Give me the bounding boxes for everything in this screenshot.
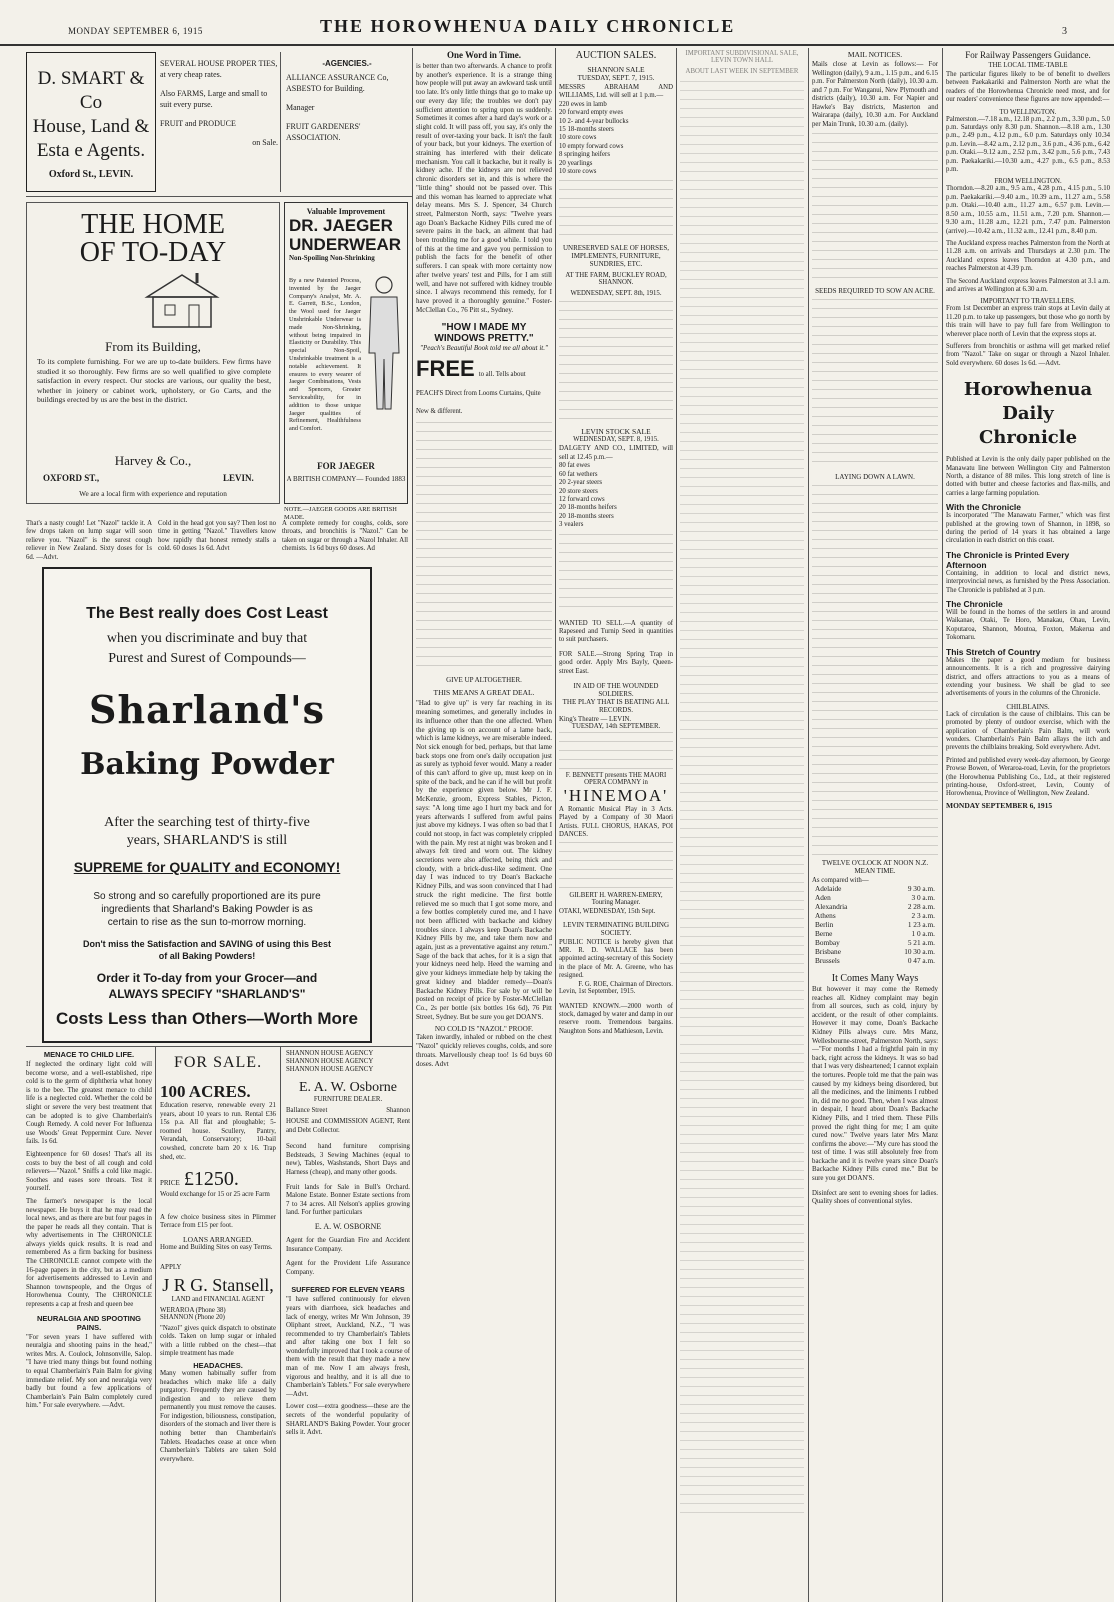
otaki-date: OTAKI, WEDNESDAY, 15th Sept.: [559, 907, 656, 915]
sale-item: 15 18-months steers: [559, 126, 614, 134]
sale-item: 220 ewes in lamb: [559, 100, 607, 108]
osborne-street: Ballance Street: [286, 1107, 328, 1114]
section-rule: [26, 1046, 412, 1047]
faded-text: [559, 301, 673, 421]
printed-text: Containing, in addition to local and district news, interprovincial news, as furnished by the Press Association. The Chronicle is published at 3 p.m.: [946, 569, 1110, 594]
faded-text: [812, 299, 938, 469]
sharland-line3: Purest and Surest of Compounds—: [108, 651, 306, 666]
dalgety-item: 20 18-months steers: [559, 512, 614, 520]
paper-title-block: [946, 378, 1110, 450]
peach-catalogue-illegible: [416, 422, 552, 672]
sale-item: 8 springing heifers: [559, 151, 610, 159]
free-text: to all. Tells about PEACH'S Direct from Looms Curtains, Quite New & different.: [416, 371, 541, 416]
from-wellington-text: Thorndon.—8.20 a.m., 9.5 a.m., 4.28 p.m., 4.15 p.m., 5.10 p.m. Paekakariki.—9.40 a.m., 10.39 a.m., 11.27 a.m., 5.58 p.m. Otaki.—10.40 a.m., 11.27 a.m., 6.57 p.m. Levin.—8.50 a.m., 10.55 a.m., 11.51 a.m., 7.20 p.m. Shannon.—9.30 a.m., 11.28 a.m., 12.21 p.m., 7.47 p.m. Palmerston (arrive).—10.42 a.m., 11.32 a.m., 12.41 p.m., 8.40 p.m.: [946, 185, 1110, 235]
dalgety-item: 60 fat wethers: [559, 470, 598, 478]
time-row: [812, 902, 938, 911]
house-agent-text: HOUSE and COMMISSION AGENT, Rent and Debt Collector.: [286, 1118, 410, 1134]
price-note: Would exchange for 15 or 25 acre Farm: [160, 1191, 270, 1199]
home-body: To its complete furnishing. For we are up to-date builders. Few firms have studied it so thoroughly. Few firms are so well qualified to give complete satisfaction in every respect. Our stocks are various, our quality the best, whether in joinery or cabinet work, upholstery, or Go Carts, and the buildings erected by us are the best in the district.: [37, 357, 271, 405]
no-cold-text: Taken inwardly, inhaled or rubbed on the chest "Nazol" quickly relieves coughs, colds, and sore throats. Marvellously cheap too! 1s 6d buys 60 doses. Advt: [416, 1033, 552, 1068]
col7: [812, 50, 938, 1600]
agencies-line: FRUIT GARDENERS' ASSOCIATION.: [286, 122, 361, 142]
dalgety-intro: DALGETY AND CO., LIMITED, will sell at 12.45 p.m.—: [559, 445, 673, 461]
hinemoa-text: A Romantic Musical Play in 3 Acts. Played by a Company of 30 Maori Artists. FULL CHORUS, HAKAS, POI DANCES.: [559, 805, 673, 839]
osborne-town: Shannon: [386, 1107, 410, 1114]
col3-bottom: [286, 1050, 410, 1598]
col8: [946, 50, 1110, 1600]
sharland-line1: The Best really does Cost Least: [86, 605, 328, 622]
home-subtitle: From its Building,: [105, 339, 201, 354]
menace-heading: MENACE TO CHILD LIFE.: [43, 1050, 135, 1059]
col2-bottom: [160, 1050, 276, 1598]
stansell-name: J R G. Stansell,: [162, 1274, 274, 1295]
faded-text: [559, 534, 673, 614]
timetable-heading: THE LOCAL TIME-TABLE: [988, 62, 1068, 69]
time-value: 10 30 a.m.: [904, 947, 935, 956]
price-value: £1250.: [183, 1168, 239, 1191]
nazol-text: "Nazol" gives quick dispatch to obstinate colds. Taken on lump sugar or inhaled with a little rubbed on the chest—that simple treatment has made: [160, 1324, 276, 1358]
chronicle-text: Will be found in the homes of the settlers in and around Waikanae, Otaki, Te Horo, Manakau, Ohau, Levin, Koputaroa, Shannon, Moutoa, Foxton, Makerua and Tokomaru.: [946, 609, 1110, 642]
sharland-pure1: So strong and so carefully proportioned are its pure: [93, 891, 321, 902]
smart-name-1: D. SMART & Co: [37, 68, 145, 113]
several-houses: SEVERAL HOUSE PROPER TIES, at very cheap rates.: [160, 59, 278, 79]
jaeger-ad: [284, 202, 408, 504]
time-compared: As compared with—: [812, 877, 869, 884]
faded-text: [559, 842, 673, 892]
jaeger-body: By a new Patented Process, invented by the Jaeger Company's Analyst, Mr. A. E. Garrett, B.Sc., London, the Wool used for Jaeger Unshrinkable Underwear is made Non-Shrinking, without being impaired in Elasticity or Durability. This special Non-Spoil, Unshrinkable treatment is a notable achievement. It ensures to every wearer of Jaeger Combinations, Vests and Spencers, Greater Serviceability, for in addition to those unique Jaeger qualities of Refinement, Healthfulness and Comfort.: [289, 277, 361, 433]
nazol-notice: A complete remedy for coughs, colds, sore throats, and bronchitis is "Nazol." Can be taken on sugar or through a Nazol Inhaler. All chemists. 1s 6d buys 60 doses. Ad: [282, 520, 408, 553]
sharland-pure2: ingredients that Sharland's Baking Powder is as: [101, 904, 313, 915]
column-rule: [942, 48, 943, 1602]
from-wellington: FROM WELLINGTON.: [994, 178, 1062, 186]
jaeger-title-2: UNDERWEAR: [289, 235, 402, 254]
mail-text: Mails close at Levin as follows:— For Wellington (daily), 9 a.m., 1.15 p.m., and 6.15 p.m. For Palmerston North (daily), 10.30 a.m. and 7 p.m. For Wanganui, New Plymouth and districts (daily), 10.30 a.m. For Napier and Hawke's Bay districts, Masterton and Wairarapa (daily), 10.30 a.m. For Auckland per Main Trunk, 10.30 a.m. (daily).: [812, 61, 938, 128]
col6: [680, 50, 804, 1600]
sharland-test2: years, SHARLAND'S is still: [126, 833, 288, 848]
masthead: [0, 0, 1114, 46]
important-text: From 1st December an express train stops at Levin daily at 11.20 p.m. to take up passengers, but those who go north by this train will have to pay full fare from Wellington to wherever place north of Levin that the express stops at.: [946, 305, 1110, 338]
roe-signature: F. G. ROE, Chairman of Directors.: [578, 980, 673, 988]
second-hand-text: Second hand furniture comprising Bedsteads, 3 Sewing Machines (equal to new), Tables, Washstands, Short Days and Harness (cheap), and many other goods.: [286, 1143, 410, 1176]
sale-item: 10 empty forward cows: [559, 142, 624, 150]
sharland-pure3: certain to rise as the sun to-morrow morning.: [107, 917, 307, 928]
masthead-page: 3: [1062, 26, 1067, 37]
sharland-order1: Order it To-day from your Grocer—and: [96, 971, 318, 985]
paper-title-3: Chronicle: [978, 427, 1078, 449]
time-place: Berlin: [815, 920, 834, 929]
time-place: Berne: [815, 929, 833, 938]
loans-text: Home and Building Sites on easy Terms.: [160, 1243, 273, 1251]
shannon-phone: SHANNON (Phone 20): [160, 1313, 225, 1321]
sharland-dont1: Don't miss the Satisfaction and SAVING of using this Best: [82, 939, 331, 949]
windows-heading-2: WINDOWS PRETTY.": [434, 333, 534, 345]
wanted-known: WANTED KNOWN.—2000 worth of stock, damaged by water and damp in our reserve room. Tremendous bargains. Naughton Sons and Mathieson, Levin.: [559, 1002, 673, 1035]
time-place: Athens: [815, 911, 836, 920]
time-value: 5 21 a.m.: [907, 938, 935, 947]
public-notice: PUBLIC NOTICE is hereby given that MR. R. D. WALLACE has been appointed acting-secretary of this Society in the place of Mr. A. Greene, who has resigned.: [559, 938, 673, 980]
smart-name-2: House, Land &: [32, 116, 150, 137]
for-sale-trap: FOR SALE.—Strong Spring Trap in good order. Apply Mrs Bayly, Queen-street East.: [559, 650, 673, 675]
time-place: Alexandria: [815, 902, 848, 911]
shannon-agency: SHANNON HOUSE AGENCY: [286, 1066, 374, 1073]
sale-items: [559, 101, 673, 177]
sufferers-text: Sufferers from bronchitis or asthma will get marked relief from "Nazol." Take on sugar or through a Nazol Inhaler. Sold everywhere. 60 doses 1s 6d. —Advt.: [946, 342, 1110, 367]
no-cold-heading: NO COLD IS "NAZOL" PROOF.: [434, 1025, 534, 1034]
farms: Also FARMS, Large and small to suit every purse.: [160, 89, 268, 109]
dalgety-item: 80 fat ewes: [559, 462, 590, 470]
play-heading: THE PLAY THAT IS BEATING ALL RECORDS.: [562, 697, 670, 714]
shannon-agency: SHANNON HOUSE AGENCY: [286, 1058, 374, 1065]
terminating-heading: LEVIN TERMINATING BUILDING SOCIETY.: [562, 920, 670, 937]
time-place: Aden: [815, 893, 831, 902]
house-illustration: [137, 269, 227, 331]
stretch-heading: This Stretch of Country: [946, 646, 1041, 657]
chilblains-text: Lack of circulation is the cause of chilblains. This can be promoted by plenty of outdoor exercise, which with the application of Chamberlain's Pain Balm, will work wonders. Chamberlain's Pain Balm allays the itch and prevents the chilblains breaking. Sold everywhere. Advt.: [946, 710, 1110, 752]
agent-text: Agent for the Guardian Fire and Accident Insurance Company.: [286, 1236, 410, 1253]
lower-cost-text: Lower cost—extra goodness—these are the secrets of the wonderful popularity of SHARLAND'S Baking Powder. Your grocer sells it. Advt.: [286, 1403, 410, 1437]
apply-label: APPLY: [160, 1262, 182, 1271]
published-text: Published at Levin is the only daily paper published on the Manawatu line between Wellington City and Palmerston North, a distance of 88 miles. This long stretch of line is dotted with butter and cheese factories and flax-mills, and carries a large farming population.: [946, 456, 1110, 497]
dalgety-items: [559, 462, 673, 529]
sharland-costs: Costs Less than Others—Worth More: [56, 1009, 358, 1028]
time-value: 1 23 a.m.: [907, 920, 935, 929]
sharland-line2: when you discriminate and buy that: [106, 631, 308, 646]
sharland-ad: [42, 567, 372, 1043]
masthead-title: THE HOROWHENUA DAILY CHRONICLE: [320, 16, 736, 36]
menace-text: If neglected the ordinary light cold will become worse, and a well-established, ripe cold is to the germ of diphtheria what honey is to the bee. The greatest menace to child life is a neglected cold. Whether the cold be slight or severe the very best treatment that can be adopted is to give Chamberlain's Cough Remedy. A cold never For Influenza use Woods' Great Peppermint Cure. Never fails. 1s 6d.: [26, 1061, 152, 1146]
mail-heading: MAIL NOTICES.: [847, 50, 903, 59]
agencies-line: Manager: [286, 103, 315, 112]
sharland-order2: ALWAYS SPECIFY "SHARLAND'S": [108, 987, 306, 1001]
to-wellington: TO WELLINGTON.: [999, 108, 1057, 116]
subdivisional-sub: ABOUT LAST WEEK IN SEPTEMBER: [685, 68, 799, 75]
time-row: [812, 929, 938, 938]
column-rule: [808, 48, 809, 1602]
mean-time-heading: TWELVE O'CLOCK AT NOON N.Z. MEAN TIME.: [821, 859, 929, 875]
shannon-agency: SHANNON HOUSE AGENCY: [286, 1050, 374, 1057]
chilblains-heading: CHILBLAINS.: [1006, 702, 1050, 711]
levin-stock-date: WEDNESDAY, SEPT. 8, 1915.: [573, 436, 659, 444]
section-rule: [26, 196, 412, 197]
time-row: [812, 893, 938, 902]
hinemoa-title: 'HINEMOA': [563, 785, 669, 805]
subdivisional-heading: IMPORTANT SUBDIVISIONAL SALE, LEVIN TOWN HALL: [685, 50, 799, 64]
jaeger-title-1: DR. JAEGER: [289, 216, 393, 235]
home-footer: We are a local firm with experience and reputation: [79, 489, 227, 498]
nazol-notice: Cold in the head got you say? Then lost no time in getting "Nazol." Travellers know how rapidly that honest remedy stalls a cold. 60 doses 1s 6d. Advt: [158, 520, 276, 553]
weraroa-phone: WERAROA (Phone 38): [160, 1306, 226, 1314]
agencies-line: ASBESTO for Building.: [286, 84, 365, 93]
sale-intro: MESSRS ABRAHAM AND WILLIAMS, Ltd. will sell at 1 p.m.—: [559, 84, 673, 100]
to-wellington-text: Palmerston.—7.18 a.m., 12.18 p.m., 2.2 p.m., 3.30 p.m., 5.0 p.m. Saturdays only 8.30 p.m. Shannon.—8.18 a.m., 1.30 p.m., 2.49 p.m., 4.12 p.m., 6.0 p.m. Saturdays only 10.34 p.m. Levin.—8.42 a.m., 2.12 p.m., 3.6 p.m., 4.36 p.m., 6.42 p.m. Otaki.—9.12 a.m., 2.52 p.m., 3.42 p.m., 5.6 p.m., 7.43 p.m. Paekakariki.—10.30 a.m., 4.27 p.m., 6.5 p.m., 8.53 p.m.: [946, 115, 1110, 174]
agencies-heading: -AGENCIES.-: [322, 59, 372, 68]
time-value: 1 0 a.m.: [911, 929, 935, 938]
price-label: PRICE: [160, 1179, 180, 1188]
sale-item: 10 store cows: [559, 134, 597, 142]
acres-label: 100 ACRES.: [160, 1082, 251, 1101]
sale-item: 10 store cows: [559, 168, 597, 176]
sale-date: TUESDAY, SEPT. 7, 1915.: [577, 74, 655, 82]
time-place: Bombay: [815, 938, 840, 947]
osborne-name-2: E. A. W. OSBORNE: [314, 1221, 382, 1231]
farmer-text: The farmer's newspaper is the local newspaper. He buys it that he may read the local news, and as there are but four pages in the paper he reads all they contain. That is why advertisements in The CHRONICLE always yields quick results. It is read and remembered As a firm backing for business The CHRONICLE cannot compete with the 16-page papers in the city, but as a medium for advertisements addressed to Levin and Shannon townspeople, and the Orgus of Horowhenua County, The CHRONICLE represents a cap at fresh and queen bee: [26, 1197, 152, 1309]
home-town: LEVIN.: [223, 473, 254, 483]
time-place: Brussels: [815, 956, 840, 965]
fruit-sale: on Sale.: [252, 138, 278, 147]
second-auckland-text: The Second Auckland express leaves Palmerston at 3.1 a.m. and arrives at Wellington at 6.30 a.m.: [946, 277, 1110, 293]
headaches-text: Many women habitually suffer from headaches which make life a daily purgatory. Frequently they are caused by indigestion and to relieve them permanently you must remove the causes. For indigestion, biliousness, constipation, disorders of the stomach and liver there is nothing better than Chamberlain's Tablets. Headaches cease at once when Chamberlain's Tablets are taken Sold everywhere.: [160, 1369, 276, 1463]
for-sale-heading: FOR SALE.: [173, 1054, 263, 1071]
play-date: TUESDAY, 14th SEPTEMBER.: [571, 722, 661, 730]
neuralgia-heading: NEURALGIA AND SPOOTING PAINS.: [36, 1313, 142, 1332]
dalgety-item: 3 vealers: [559, 521, 584, 529]
lawn-heading: LAYING DOWN A LAWN.: [835, 473, 915, 481]
free-label: FREE: [416, 356, 475, 382]
faded-text: [680, 81, 804, 1521]
sale-item: 10 2- and 4-year bullocks: [559, 117, 629, 125]
wounded-heading: IN AID OF THE WOUNDED SOLDIERS.: [573, 681, 659, 698]
sale-item: 20 yearlings: [559, 159, 593, 167]
time-row: [812, 920, 938, 929]
jaeger-kicker: Valuable Improvement: [306, 207, 386, 216]
with-heading: With the Chronicle: [946, 502, 1022, 513]
timetable-intro: The particular figures likely to be of benefit to dwellers between Paekakariki and Palmerston North are what the readers of the Horowhenua Chronicle need most, and for our readers' convenience these figures are now appended:—: [946, 71, 1110, 104]
farm-location: AT THE FARM, BUCKLEY ROAD, SHANNON.: [565, 272, 667, 287]
column-rule: [155, 1046, 156, 1602]
fruit: FRUIT and PRODUCE: [160, 119, 236, 128]
suffered-text: "I have suffered continuously for eleven years with diarrhoea, sick headaches and lack of energy, writes Mr Wm Johnson, 39 Oliphant street, Auckland, N.Z., "I was recommended to try Chamberlain's Tablets and after taking one box I felt so wonderfully improved that I took a course of them with the result that they made a new man of me. Now I am always fresh, vigorous and healthy, and it is all due to Chamberlain's Tablets." For sale everywhere —Advt.: [286, 1296, 410, 1398]
nazol-notice: That's a nasty cough! Let "Nazol" tackle it. A few drops taken on lump sugar will soon relieve you. "Nazol" is the surest cough reliever in New Zealand. Sixty doses for 1s 6d. —Advt.: [26, 520, 152, 561]
headaches-heading: HEADACHES.: [193, 1360, 243, 1370]
time-place: Adelaide: [815, 884, 842, 893]
theatre: King's Theatre — LEVIN.: [559, 715, 632, 723]
ad-divider: [280, 52, 281, 192]
comes-text: But however it may come the Remedy reaches all. Kidney complaint may begin from all sources, such as cold, injury by accident, or the result of other complaints. However it may come, Doan's Backache Kidney Pills always cure. Mrs Manz, Wellesbourne-street, Palmerston North, says:—"For months I had a frightful pain in my back, right across the kidneys. It was so bad that I was very disheartened; I cannot explain the tortures. People told me that the pain was caused by my kidneys being disordered, but all the medicines, and the liniments I rubbed in, did me no good. Then, when I was almost in despair, I heard about Doan's Backache Kidney Pills, and I tried them. These Pills proved the right thing for me; I am quite cured now." Twelve years later Mrs Manz confirms the above:—"My cure has stood the test of time. I was still absolutely free from backache and it is twelve years since Doan's Backache Kidney Pills cured me." But be sure you get DOAN'S.: [812, 986, 938, 1183]
time-row: [812, 884, 938, 893]
nazol-text: Eighteenpence for 60 doses! That's all its costs to buy the best of all cough and cold relievers—"Nazol." Sniffs a cold like magic. Soothes and eases sore throats. Test it yourself.: [26, 1150, 152, 1193]
loans-heading: LOANS ARRANGED.: [182, 1234, 253, 1244]
dalgety-item: 20 18-months heifers: [559, 504, 617, 512]
col4: [416, 50, 552, 1600]
paper-title-1: Horowhenua: [963, 379, 1093, 401]
auction-heading: AUCTION SALES.: [575, 50, 657, 61]
column-rule: [676, 48, 677, 1602]
faded-text: [812, 485, 938, 855]
bennett-presents: F. BENNETT presents THE MAORI OPERA COMPANY in: [565, 771, 667, 786]
osborne-name: E. A. W. Osborne: [299, 1080, 397, 1095]
time-value: 2 3 a.m.: [911, 911, 935, 920]
sharland-test1: After the searching test of thirty-five: [104, 815, 310, 830]
neuralgia-text: "For seven years I have suffered with neuralgia and shooting pains in the head," writes Mrs. A. Coulock, Johnsonville, Salop. "I have tried many things but found nothing to equal Chamberlain's Pain Balm for giving immediate relief. My son and neuralgia very badly but found a few applications of Chamberlain's Pain Balm completely cured him." For sale everywhere. —Advt.: [26, 1333, 152, 1410]
disinfect-text: Disinfect are sent to evening shoes for ladies. Quality shoes of conventional styles.: [812, 1189, 938, 1206]
time-row: [812, 947, 938, 956]
faded-text: [812, 133, 938, 283]
gilbert: GILBERT H. WARREN-EMERY, Touring Manager.: [569, 891, 663, 906]
incorporated-text: Is incorporated "The Manawatu Farmer," which was first published at the growing town of Shannon, in 1898, so during the period of 14 years it has obtained a large circulation in each district on this coast.: [946, 512, 1110, 545]
home-firm: Harvey & Co.,: [114, 453, 192, 468]
agencies-ad: [286, 58, 408, 192]
jaeger-note: NOTE.—JAEGER GOODS ARE BRITISH MADE.: [284, 506, 397, 521]
one-word-heading: One Word in Time.: [446, 50, 522, 60]
stretch-text: Makes the paper a good medium for business announcements. It is a rich and progressive dairying district, and offers attractions to you as a means of extending your business. We shall be glad to see advertisements of yours in the columns of the Chronicle.: [946, 656, 1110, 698]
agencies-line: ALLIANCE ASSURANCE Co,: [286, 73, 389, 82]
column-rule: [280, 1046, 281, 1602]
printed-heading: The Chronicle is Printed Every Afternoon: [946, 549, 1070, 570]
dalgety-item: 12 forward cows: [559, 495, 605, 503]
important-heading: IMPORTANT TO TRAVELLERS.: [980, 298, 1076, 306]
time-table: [812, 884, 938, 965]
osborne-sub: FURNITURE DEALER.: [313, 1096, 383, 1103]
smart-listings: [160, 58, 278, 192]
time-row: [812, 938, 938, 947]
smart-address: Oxford St., LEVIN.: [48, 169, 134, 180]
figure-illustration: [363, 273, 405, 413]
seeds-heading: SEEDS REQUIRED TO SOW AN ACRE.: [815, 287, 935, 295]
home-street: OXFORD ST.,: [43, 473, 100, 483]
column-rule: [412, 48, 413, 1602]
sale-item: 20 forward empty ewes: [559, 109, 623, 117]
footer-date: MONDAY SEPTEMBER 6, 1915: [946, 800, 1053, 810]
time-place: Brisbane: [815, 947, 841, 956]
means-heading: THIS MEANS A GREAT DEAL.: [433, 688, 535, 698]
farm-date: WEDNESDAY, SEPT. 8th, 1915.: [570, 290, 662, 298]
suffered-heading: SUFFERED FOR ELEVEN YEARS: [291, 1285, 405, 1295]
levin-stock-heading: LEVIN STOCK SALE: [581, 427, 651, 437]
col5: [559, 50, 673, 1600]
imprint-text: Printed and published every week-day afternoon, by George Prowse Bowen, of Weraroa-road, Levin, for the proprietors (the Horowhenua Publishing Co., Ltd., at their registered printing-house, Oxford-street, Levin, County of Horowhenua, Province of Wellington, New Zealand.: [946, 756, 1110, 798]
time-value: 2 28 a.m.: [907, 902, 935, 911]
smart-ad: [26, 52, 156, 192]
sharland-brand: Sharland's: [89, 687, 325, 732]
wanted-to-sell: WANTED TO SELL.—A quantity of Rapeseed and Turnip Seed in quantities to suit purchasers.: [559, 619, 673, 644]
sharland-dont2: of all Baking Powders!: [158, 951, 256, 961]
windows-sub: "Peach's Beautiful Book told me all about it.": [420, 344, 548, 353]
home-title-1: THE HOME: [81, 209, 225, 240]
column-rule: [555, 48, 556, 1602]
time-row: [812, 956, 938, 965]
auckland-text: The Auckland express reaches Palmerston from the North at 11.28 a.m. on arrivals and Thursdays at 2.30 p.m. The Auckland express leaves Thorndon at 4.30 p.m., and reaches Palmerston at 4.39 p.m.: [946, 239, 1110, 273]
time-value: 0 47 a.m.: [907, 956, 935, 965]
railway-heading: For Railway Passengers Guidance.: [965, 50, 1091, 60]
home-ad: [26, 202, 280, 504]
home-title-2: OF TO-DAY: [79, 237, 227, 268]
paper-title-2: Daily: [1002, 403, 1054, 425]
give-up-heading: GIVE UP ALTOGETHER.: [446, 676, 522, 685]
jaeger-company: A BRITISH COMPANY— Founded 1883: [286, 475, 406, 483]
jaeger-subtitle: Non-Spoiling Non-Shrinking: [289, 254, 375, 262]
windows-heading-1: "HOW I MADE MY: [441, 322, 527, 334]
chronicle-heading: The Chronicle: [946, 599, 1003, 610]
faded-text: [559, 732, 673, 772]
sharland-product: Baking Powder: [80, 747, 334, 782]
sharland-supreme: SUPREME for QUALITY and ECONOMY!: [73, 859, 341, 875]
roe-date: Levin, 1st September, 1915.: [559, 987, 636, 995]
time-value: 9 30 a.m.: [907, 884, 935, 893]
fruit-lands-text: Fruit lands for Sale in Bull's Orchard. Malone Estate. Bonner Estate sections from 7 to 34 acres. All Nelson's applies growing land. For further particulars: [286, 1183, 410, 1217]
dalgety-item: 20 store steers: [559, 487, 598, 495]
time-value: 3 0 a.m.: [911, 893, 935, 902]
jaeger-brand: FOR JAEGER: [317, 461, 375, 471]
means-text: "Had to give up" is very far reaching in its meaning sometimes, and generally includes in its influence other than the one affected. When the giving up is on account of a lame back, which is lame kidneys, we are miserable indeed. Not sick enough for bed, perhaps, but that lame back stops one from one's daily occupation just as surely as typhoid fever would. Many a reader of this can't afford to give up, must keep on in spite of the back, and he can if he will but profit by the experience given below. Mr J. F. McKenzie, groom, Express Stables, Picton, says: "A long time ago I hurt my back and for years afterwards I suffered from awful pains just above my kidneys. I was often so bad that I could not stoop, in fact was completely crippled with the pain. My rest at night was broken and I always felt tired and worn out. The kidney secretions were also affected, being thick and cloudy, with a brick-dust-like sediment. One day I was induced to try Doan's Backache Kidney Pills, and was soon convinced that I had struck the right medicine. The first bottle relieved me so much that I got some more, and a few bottles completely cured me, and I have not been afflicted with backache and kidney troubles since. I always keep Doan's Backache Kidney Pills by me, and take them now and again, just as a preventative against any return." Sage of the back that aches, for it is a sign that your kidneys need help. Heed the warning and give your kidneys immediate help by taking the great kidney and bladder remedy—Doan's Backache Kidney Pills. For sale by or will be posted on receipt of price by Foster-McClellan Co., 2s per bottle (six bottles 16s 6d), 76 Pitt Street, Sydney. But be sure you get DOAN'S.: [416, 699, 552, 1021]
comes-heading: It Comes Many Ways: [831, 973, 919, 984]
one-word-text: is better than two afterwards. A chance to profit by another's experience. It is a strange thing how people will put away an awkward task until too late. It's only little things that go to make up our every day life; the troubles we don't pay sufficient attention to spring upon us suddenly. Sometimes it comes after a hard day's work or a slight cold. It will pass off, you say, it's only the result of over-taxing your back. It isn't the fault of your back, but your kidneys. The exertion of straining has interfered with their delicate mechanism. You call it backache, but it really is kidney ache. If the kidneys are not relieved chronic disorders set in, and this is where the "little thing" should not be passed over. This and this woman has learned to appreciate what delay means. Mrs S. J. Spencer, 34 Church street, Palmerston North, says: "Twelve years ago Doan's Backache Kidney Pills cured me of severe pains in the back, an ailment that had been troubling me for a good while. I told you of this at the time and gave you permission to publish the facts for the benefit of other sufferers. I can speak with more certainty now after twelve years' test and Pills, for I am still well, and have not suffered with kidney trouble since. I always recommend this remedy, for I have proved it a thoroughly genuine." Foster-McClellan Co., 76 Pitt st., Sydney.: [416, 62, 552, 314]
col1-bottom: [26, 1050, 152, 1598]
dalgety-item: 20 2-year steers: [559, 479, 603, 487]
acres-text: Education reserve, renewable every 21 years, about 10 years to run. Rental £36 15s p.a. All flat and ploughable; 5-roomed house. Scullery, Pantry, Verandah, Conservatory; 10-bail cowshed, concrete barn 20 x 16. Trap shed, etc.: [160, 1102, 276, 1161]
shannon-sale: SHANNON SALE: [587, 65, 645, 74]
masthead-date: MONDAY SEPTEMBER 6, 1915: [68, 26, 203, 36]
stansell-sub: LAND and FINANCIAL AGENT: [171, 1295, 265, 1303]
unreserved-heading: UNRESERVED SALE OF HORSES, IMPLEMENTS, FURNITURE, SUNDRIES, ETC.: [562, 244, 669, 269]
faded-text: [559, 180, 673, 240]
smart-name-3: Esta e Agents.: [36, 140, 146, 161]
time-row: [812, 911, 938, 920]
sections-text: A few choice business sites in Plimmer Terrace from £15 per foot.: [160, 1213, 276, 1230]
agent-text: Agent for the Provident Life Assurance Company.: [286, 1260, 410, 1276]
